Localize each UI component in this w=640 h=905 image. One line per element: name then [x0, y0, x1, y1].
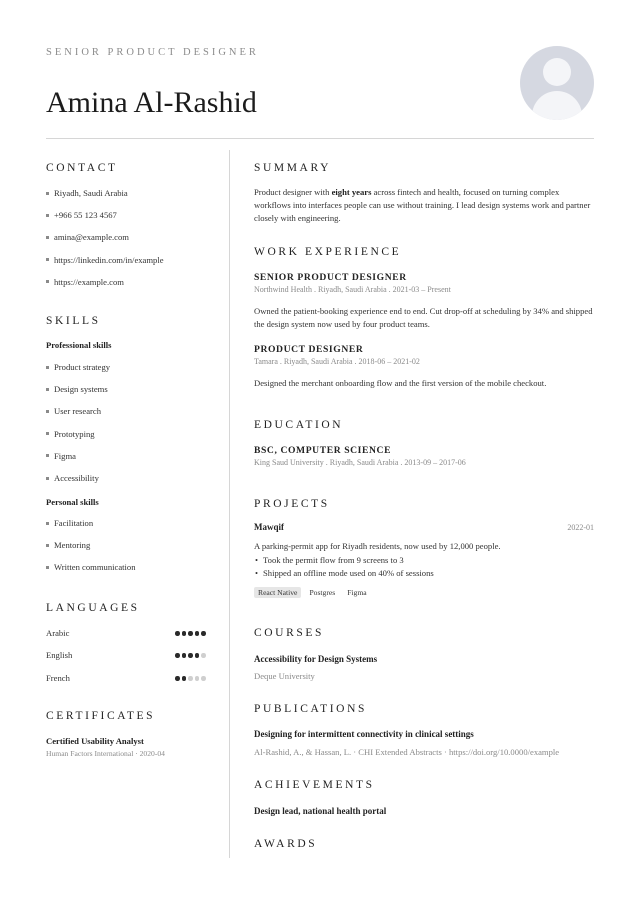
bullet-marker — [46, 236, 49, 239]
project-bullet — [254, 554, 594, 567]
project-title: Mawqif — [254, 522, 284, 532]
course-title: Accessibility for Design Systems — [254, 654, 378, 664]
awards-heading: AWARDS — [254, 838, 318, 850]
skill-text: Facilitation — [54, 518, 94, 529]
skill-text: Design systems — [54, 384, 108, 395]
skill-item — [46, 378, 210, 400]
projects-heading: PROJECTS — [254, 498, 330, 510]
level-dot-empty — [201, 676, 206, 681]
job-subtitle: SENIOR PRODUCT DESIGNER — [46, 47, 259, 58]
resume-header — [46, 0, 594, 139]
bullet-marker — [46, 477, 49, 480]
summary-text — [254, 186, 594, 225]
project-bullet — [254, 567, 594, 580]
bullet-marker — [46, 280, 49, 283]
education-meta: King Saud University . Riyadh, Saudi Arabia . 2013-09 – 2017-06 — [254, 458, 466, 467]
skill-item — [46, 556, 210, 578]
avatar — [520, 46, 594, 120]
level-dot-empty — [188, 676, 193, 681]
level-dot-filled — [182, 631, 187, 636]
contact-linkedin-text[interactable]: https://linkedin.com/in/example — [54, 254, 164, 265]
degree-title: BSC, COMPUTER SCIENCE — [254, 445, 392, 456]
contact-location — [46, 182, 210, 204]
tag: React Native — [254, 587, 301, 598]
publications-heading: PUBLICATIONS — [254, 703, 367, 715]
level-dot-empty — [201, 653, 206, 658]
bullet-marker — [46, 454, 49, 457]
language-level-dots — [175, 631, 206, 636]
skill-item — [46, 467, 210, 489]
language-name: French — [46, 673, 70, 683]
level-dot-filled — [195, 653, 200, 658]
personal-skills-heading: Personal skills — [46, 497, 99, 507]
publication-title: Designing for intermittent connectivity in clinical settings — [254, 729, 474, 739]
bullet-marker — [46, 566, 49, 569]
summary-heading: SUMMARY — [254, 162, 331, 174]
column-divider — [229, 150, 230, 858]
level-dot-filled — [175, 631, 180, 636]
avatar-body-shape — [532, 91, 582, 120]
bullet-marker — [46, 522, 49, 525]
contact-heading: CONTACT — [46, 162, 118, 174]
contact-phone-text: +966 55 123 4567 — [54, 210, 117, 221]
bullet-marker — [46, 258, 49, 261]
bullet-marker — [46, 192, 49, 195]
candidate-name: Amina Al-Rashid — [46, 86, 257, 119]
project-description: A parking-permit app for Riyadh residents, now used by 12,000 people. — [254, 541, 501, 551]
project-bullet-text: Took the permit flow from 9 screens to 3 — [263, 555, 404, 565]
bullet-marker — [46, 366, 49, 369]
language-level-dots — [175, 653, 206, 658]
tag: Figma — [347, 588, 367, 597]
skills-heading: SKILLS — [46, 315, 101, 327]
skill-text: Written communication — [54, 562, 136, 573]
skill-text: Prototyping — [54, 428, 95, 439]
project-tags — [254, 587, 371, 598]
summary-text-end: across fintech and health, focused on turning complex workflows into interfaces people can use without training. I lead design systems work and partner closely with engineering. — [254, 187, 591, 223]
skill-item — [46, 534, 210, 556]
achievement-title: Design lead, national health portal — [254, 806, 387, 816]
certificate-meta: Human Factors International · 2020-04 — [46, 749, 165, 758]
skill-item — [46, 423, 210, 445]
level-dot-filled — [175, 653, 180, 658]
level-dot-filled — [195, 631, 200, 636]
certificates-heading: CERTIFICATES — [46, 710, 156, 722]
level-dot-filled — [188, 631, 193, 636]
job-title: SENIOR PRODUCT DESIGNER — [254, 272, 407, 283]
bullet-marker: • — [255, 555, 259, 565]
contact-email-text[interactable]: amina@example.com — [54, 232, 129, 243]
professional-skills-list — [46, 356, 210, 489]
skill-text: User research — [54, 406, 101, 417]
bullet-marker — [46, 432, 49, 435]
summary-text-start: Product designer with — [254, 187, 332, 197]
publication-meta: Al-Rashid, A., & Hassan, L. · CHI Extended Abstracts · https://doi.org/10.0000/example — [254, 747, 560, 757]
professional-skills-heading: Professional skills — [46, 340, 112, 350]
avatar-head-shape — [543, 58, 571, 86]
skill-item — [46, 400, 210, 422]
project-bullet-text: Shipped an offline mode used on 40% of sessions — [263, 568, 434, 578]
summary-emphasis: eight years — [331, 187, 372, 197]
level-dot-empty — [195, 676, 200, 681]
language-name: English — [46, 650, 73, 660]
bullet-marker — [46, 410, 49, 413]
language-level-dots — [175, 676, 206, 681]
bullet-marker — [46, 388, 49, 391]
language-row — [46, 650, 206, 664]
language-name: Arabic — [46, 628, 70, 638]
language-row — [46, 628, 206, 642]
job-meta: Northwind Health . Riyadh, Saudi Arabia . 2021-03 – Present — [254, 285, 451, 294]
contact-email[interactable] — [46, 226, 210, 248]
bullet-marker — [46, 544, 49, 547]
certificate-name: Certified Usability Analyst — [46, 736, 144, 746]
work-experience-heading: WORK EXPERIENCE — [254, 246, 402, 258]
skill-item — [46, 445, 210, 467]
job-title: PRODUCT DESIGNER — [254, 344, 364, 355]
skill-text: Mentoring — [54, 540, 91, 551]
level-dot-filled — [188, 653, 193, 658]
achievements-heading: ACHIEVEMENTS — [254, 779, 375, 791]
contact-list — [46, 182, 210, 293]
level-dot-filled — [182, 676, 187, 681]
job-description: Designed the merchant onboarding flow and the first version of the mobile checkout. — [254, 378, 547, 388]
level-dot-filled — [201, 631, 206, 636]
personal-skills-list — [46, 512, 210, 579]
education-heading: EDUCATION — [254, 419, 344, 431]
project-date: 2022-01 — [567, 523, 594, 532]
languages-heading: LANGUAGES — [46, 602, 140, 614]
courses-heading: COURSES — [254, 627, 324, 639]
skill-text: Product strategy — [54, 362, 111, 373]
contact-website-text[interactable]: https://example.com — [54, 276, 124, 287]
job-description: Owned the patient-booking experience end to end. Cut drop-off at scheduling by 34% and shipped the design system now used by four product teams. — [254, 306, 593, 329]
job-meta: Tamara . Riyadh, Saudi Arabia . 2018-06 – 2021-02 — [254, 357, 420, 366]
project-bullets — [254, 554, 594, 580]
level-dot-filled — [182, 653, 187, 658]
language-row — [46, 673, 206, 687]
bullet-marker: • — [255, 568, 259, 578]
skill-item — [46, 512, 210, 534]
course-provider: Deque University — [254, 671, 315, 681]
level-dot-filled — [175, 676, 180, 681]
contact-linkedin[interactable] — [46, 249, 210, 271]
contact-phone — [46, 204, 210, 226]
skill-text: Figma — [54, 450, 76, 461]
tag: Postgres — [309, 588, 336, 597]
skill-item — [46, 356, 210, 378]
contact-website[interactable] — [46, 271, 210, 293]
contact-location-text: Riyadh, Saudi Arabia — [54, 188, 128, 199]
skill-text: Accessibility — [54, 473, 99, 484]
bullet-marker — [46, 214, 49, 217]
